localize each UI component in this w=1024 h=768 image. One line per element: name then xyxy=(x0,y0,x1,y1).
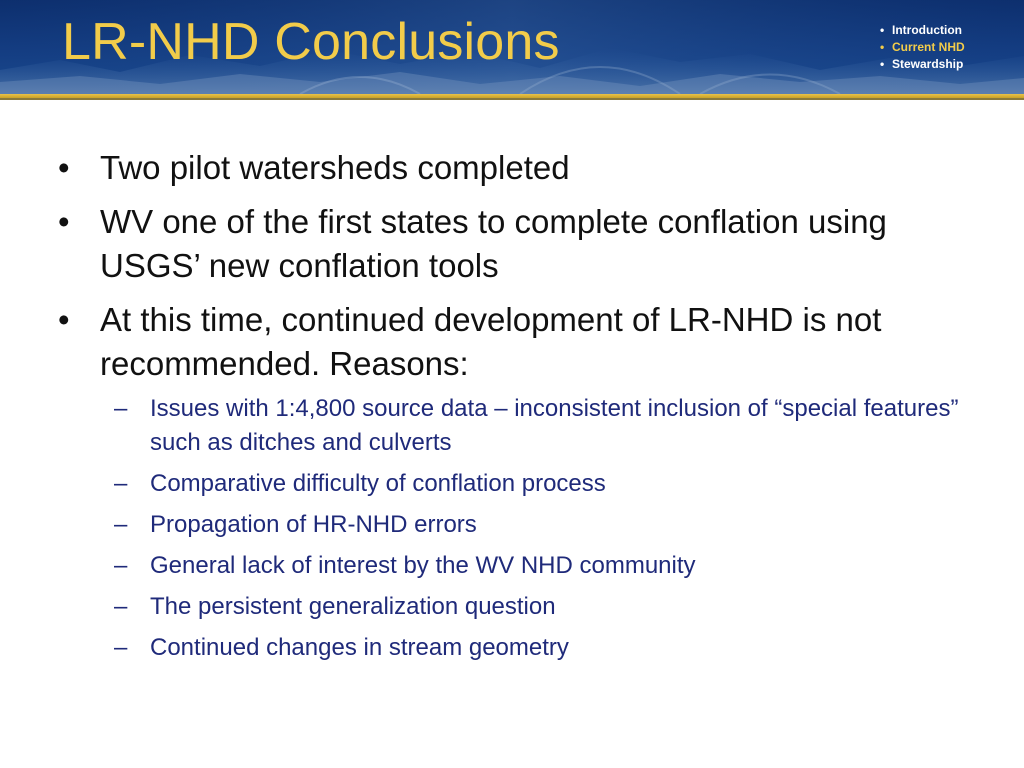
nav-item-label: Introduction xyxy=(892,23,962,37)
slide-content xyxy=(58,146,978,675)
nav-bullet-icon: • xyxy=(880,57,885,71)
sub-bullet-text: General lack of interest by the WV NHD community xyxy=(150,552,696,579)
bullet-item xyxy=(58,146,978,190)
nav-bullet-icon: • xyxy=(880,40,885,54)
bullet-item xyxy=(58,200,978,288)
nav-bullet-icon: • xyxy=(880,23,885,37)
dash-icon: – xyxy=(114,395,128,422)
sub-bullet-text: Continued changes in stream geometry xyxy=(150,634,569,661)
sub-bullet-text: Propagation of HR-NHD errors xyxy=(150,511,477,538)
nav-item-stewardship[interactable] xyxy=(880,56,965,73)
sub-bullet-list xyxy=(100,392,978,665)
dash-icon: – xyxy=(114,470,128,497)
sub-bullet-item xyxy=(100,549,978,583)
bullet-item xyxy=(58,298,978,665)
bullet-icon: • xyxy=(58,149,70,186)
nav-item-label: Current NHD xyxy=(892,40,965,54)
header-rule-shadow xyxy=(0,98,1024,100)
bullet-text: At this time, continued development of LR-NHD is not recommended. Reasons: xyxy=(100,301,882,382)
sub-bullet-item xyxy=(100,392,978,460)
nav-item-introduction[interactable] xyxy=(880,22,965,39)
bullet-icon: • xyxy=(58,203,70,240)
bullet-list xyxy=(58,146,978,665)
bullet-icon: • xyxy=(58,301,70,338)
sub-bullet-text: Comparative difficulty of conflation process xyxy=(150,470,606,497)
dash-icon: – xyxy=(114,511,128,538)
sub-bullet-item xyxy=(100,508,978,542)
sub-bullet-item xyxy=(100,631,978,665)
bullet-text: WV one of the first states to complete conflation using USGS’ new conflation tools xyxy=(100,203,887,284)
sub-bullet-item xyxy=(100,467,978,501)
bullet-text: Two pilot watersheds completed xyxy=(100,149,570,186)
sub-bullet-text: The persistent generalization question xyxy=(150,593,556,620)
sub-bullet-text: Issues with 1:4,800 source data – inconsistent inclusion of “special features” such as ditches and culverts xyxy=(150,395,959,456)
nav-item-current-nhd[interactable] xyxy=(880,39,965,56)
dash-icon: – xyxy=(114,593,128,620)
dash-icon: – xyxy=(114,634,128,661)
sub-bullet-item xyxy=(100,590,978,624)
slide-title: LR-NHD Conclusions xyxy=(62,13,560,71)
slide-header xyxy=(0,0,1024,94)
dash-icon: – xyxy=(114,552,128,579)
nav-item-label: Stewardship xyxy=(892,57,964,71)
section-nav xyxy=(880,22,965,73)
